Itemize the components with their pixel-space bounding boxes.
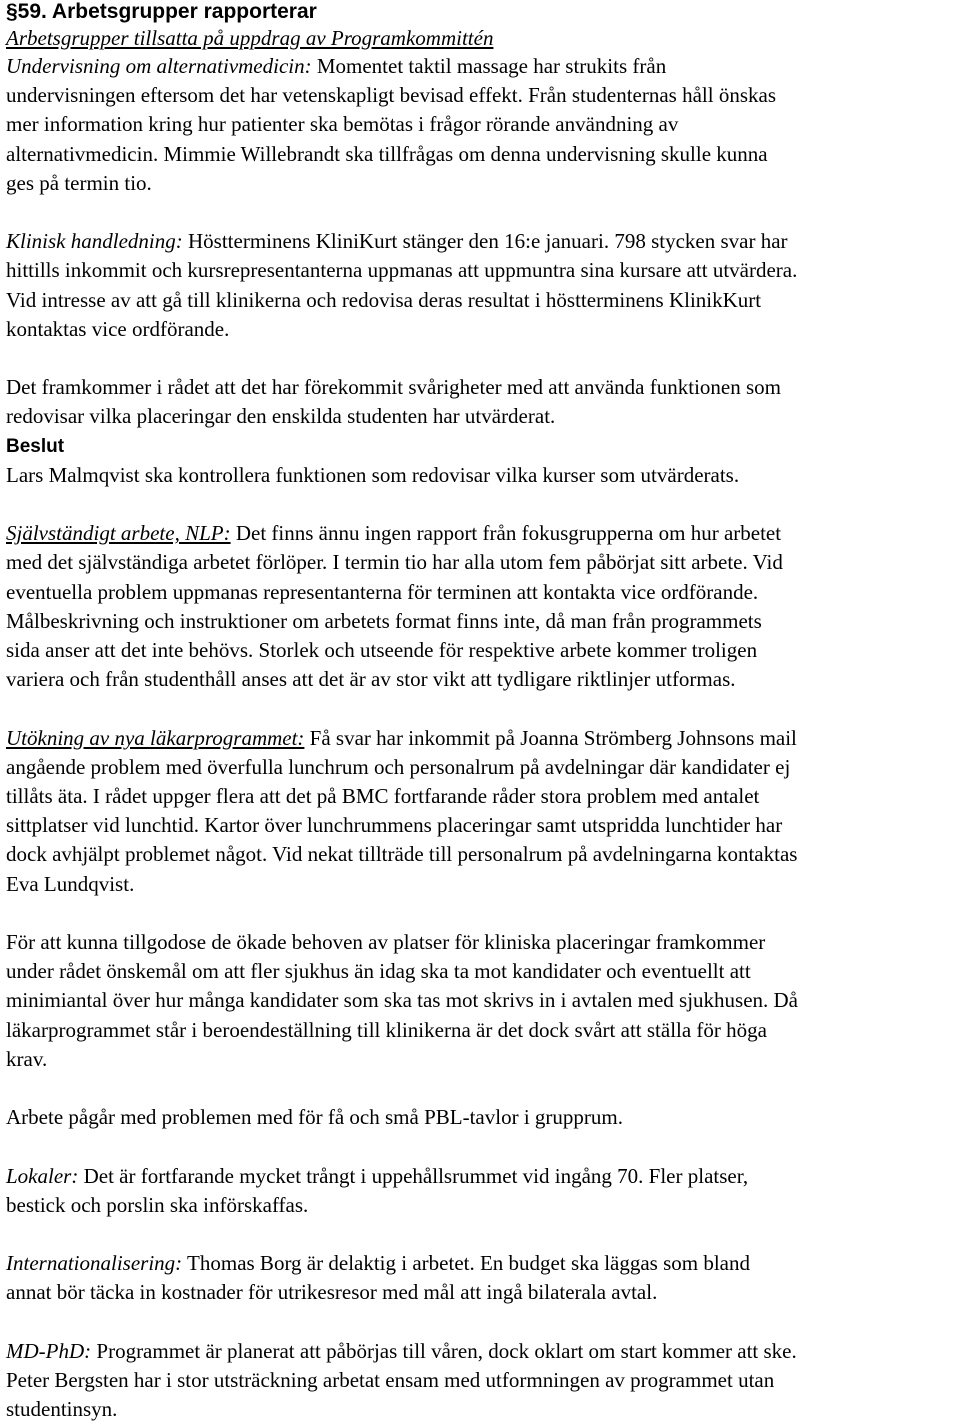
text-line: studentinsyn. [6, 1397, 118, 1422]
section-subheading: Arbetsgrupper tillsatta på uppdrag av Programkommittén [6, 26, 494, 50]
label-internationalisering: Internationalisering: [6, 1251, 183, 1276]
text-line: Det är fortfarande mycket trångt i uppehållsrummet vid ingång 70. Fler platser, [78, 1163, 749, 1188]
paragraph-pbl-tavlor: Arbete pågår med problemen med för få och små PBL-tavlor i grupprum. [6, 1105, 623, 1130]
text-line: under rådet önskemål om att fler sjukhus än idag ska ta mot kandidater och eventuellt att [6, 959, 751, 984]
text-line: kontaktas vice ordförande. [6, 316, 230, 341]
text-line: mer information kring hur patienter ska bemötas i frågor rörande användning av [6, 112, 679, 137]
label-klinisk-handledning: Klinisk handledning: [6, 229, 183, 254]
text-line: sida anser att det inte behövs. Storlek och utseende för respektive arbete kommer troligen [6, 638, 758, 663]
text-line: variera och från studenthåll anses att det är av stor vikt att tydligare riktlinjer utformas. [6, 667, 736, 692]
text-line: krav. [6, 1046, 48, 1071]
paragraph-klinisk-handledning [6, 227, 954, 344]
text-line: undervisningen eftersom det har vetenskapligt bevisad effekt. Från studenternas håll önskas [6, 83, 776, 108]
text-line: Eva Lundqvist. [6, 871, 135, 896]
text-line: Momentet taktil massage har strukits från [311, 54, 667, 78]
text-line: dock avhjälpt problemet något. Vid nekat tillträde till personalrum på avdelningarna kontaktas [6, 842, 798, 867]
text-line: Det framkommer i rådet att det har förekommit svårigheter med att använda funktionen som [6, 375, 781, 400]
paragraph-sjalvstandigt-arbete [6, 519, 954, 694]
text-line: hittills inkommit och kursrepresentanterna uppmanas att uppmuntra sina kursare att utvärdera. [6, 258, 798, 283]
text-line: eventuella problem uppmanas representanterna för terminen att kontakta vice ordförande. [6, 579, 759, 604]
text-line: Höstterminens KliniKurt stänger den 16:e januari. 798 stycken svar har [182, 229, 788, 254]
paragraph-internationalisering [6, 1249, 954, 1307]
beslut-label: Beslut [6, 435, 65, 457]
text-line: Peter Bergsten har i stor utsträckning arbetat ensam med utformningen av programmet utan [6, 1368, 775, 1392]
text-line: bestick och porslin ska införskaffas. [6, 1192, 309, 1217]
text-line: annat bör täcka in kostnader för utrikesresor med mål att ingå bilaterala avtal. [6, 1280, 658, 1305]
label-md-phd: MD-PhD: [6, 1338, 92, 1363]
text-line: Vid intresse av att gå till klinikerna och redovisa deras resultat i höstterminens KlinikKurt [6, 287, 762, 312]
label-undervisning: Undervisning om alternativmedicin: [6, 54, 312, 78]
paragraph-lokaler [6, 1162, 954, 1220]
text-line: Få svar har inkommit på Joanna Strömberg Johnsons mail [304, 725, 797, 750]
text-line: ges på termin tio. [6, 170, 152, 195]
text-line: Målbeskrivning och instruktioner om arbetets format finns inte, då man från programmets [6, 608, 762, 633]
beslut-text: Lars Malmqvist ska kontrollera funktionen som redovisar vilka kurser som utvärderats. [6, 462, 740, 487]
label-sjalvstandigt-arbete: Självständigt arbete, NLP: [6, 521, 231, 546]
text-line: För att kunna tillgodose de ökade behoven av platser för kliniska placeringar framkommer [6, 930, 766, 955]
text-line: läkarprogrammet står i beroendeställning till klinikerna är det dock svårt att ställa för höga [6, 1017, 767, 1042]
text-line: tillåts äta. I rådet uppger flera att det på BMC fortfarande råder stora problem med antalet [6, 784, 760, 809]
text-line: Programmet är planerat att påbörjas till våren, dock oklart om start kommer att ske. [91, 1338, 797, 1363]
text-line: Det finns ännu ingen rapport från fokusgrupperna om hur arbetet [230, 521, 782, 546]
text-line: minimiantal över hur många kandidater som ska tas mot skrivs in i avtalen med sjukhusen. Då [6, 988, 799, 1013]
paragraph-klinisk-followup [6, 373, 954, 490]
text-line: Thomas Borg är delaktig i arbetet. En budget ska läggas som bland [182, 1251, 751, 1276]
paragraph-utokning-platser [6, 928, 954, 1074]
text-line: angående problem med överfulla lunchrum och personalrum på avdelningar där kandidater ej [6, 754, 791, 779]
text-line: redovisar vilka placeringar den enskilda studenten har utvärderat. [6, 404, 556, 429]
text-line: sittplatser vid lunchtid. Kartor över lunchrummens placeringar samt utspridda lunchtider har [6, 813, 783, 838]
paragraph-undervisning [6, 52, 954, 198]
paragraph-md-phd [6, 1337, 954, 1424]
text-line: alternativmedicin. Mimmie Willebrandt ska tillfrågas om denna undervisning skulle kunna [6, 141, 768, 166]
text-line: med det självständiga arbetet förlöper. I termin tio har alla utom fem påbörjat sitt arbete. Vid [6, 550, 783, 575]
paragraph-utokning [6, 724, 954, 899]
label-utokning: Utökning av nya läkarprogrammet: [6, 725, 305, 750]
label-lokaler: Lokaler: [6, 1163, 79, 1188]
section-heading: §59. Arbetsgrupper rapporterar [6, 0, 317, 23]
